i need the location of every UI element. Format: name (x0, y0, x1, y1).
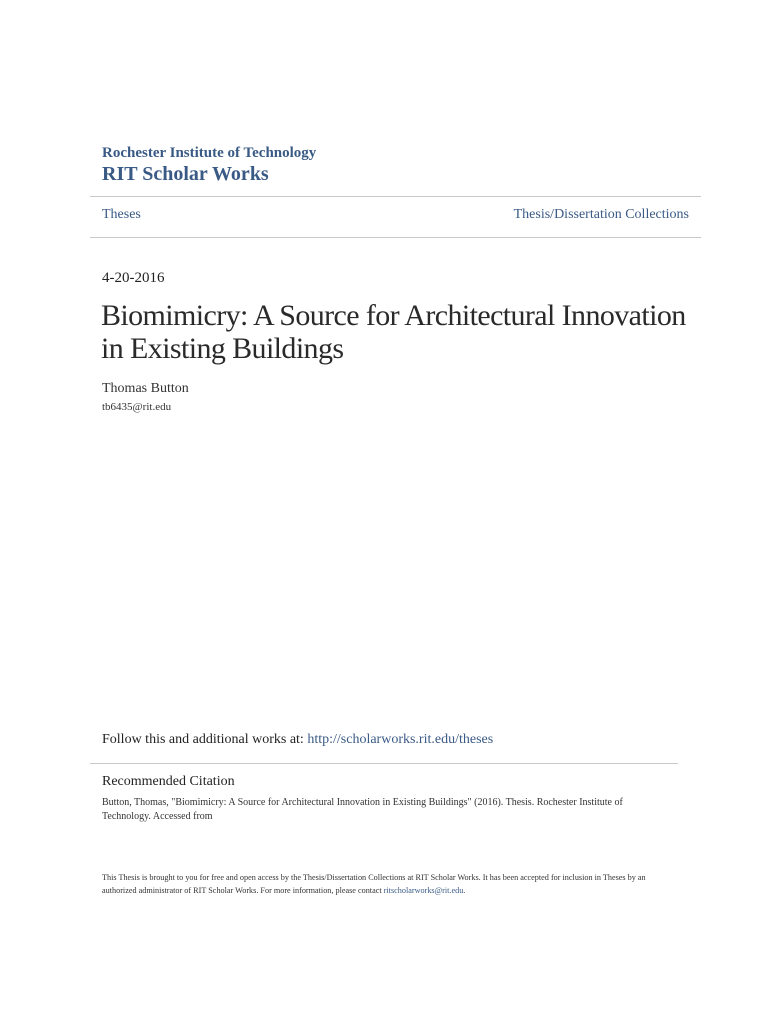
paper-title: Biomimicry: A Source for Architectural Innovation in Existing Buildings (101, 299, 686, 365)
notice-text: This Thesis is brought to you for free and open access by the Thesis/Dissertation Collections at RIT Scholar Works. It has been accepted for inclusion in Theses by an authorized administrator of RIT Scholar Works. For more information, please contact (102, 873, 646, 895)
follow-text: Follow this and additional works at: (102, 732, 308, 747)
publication-date: 4-20-2016 (102, 270, 165, 286)
collections-link[interactable]: Thesis/Dissertation Collections (513, 207, 689, 222)
contact-email-link[interactable]: ritscholarworks@rit.edu (383, 886, 464, 895)
notice-end: . (463, 886, 466, 895)
author-email: tb6435@rit.edu (102, 401, 172, 413)
theses-link[interactable]: Theses (102, 207, 141, 222)
divider-top (90, 196, 701, 197)
divider-citation (90, 763, 678, 764)
header (102, 144, 316, 186)
access-notice (102, 871, 682, 897)
author-name: Thomas Button (102, 381, 189, 396)
follow-line (102, 732, 493, 748)
divider-nav (90, 237, 701, 238)
citation-heading: Recommended Citation (102, 774, 235, 789)
citation-text: Button, Thomas, "Biomimicry: A Source for Architectural Innovation in Existing Buildings" (2016). Thesis. Rochester Institute of Technology. Accessed from (102, 797, 623, 822)
follow-link[interactable]: http://scholarworks.rit.edu/theses (307, 732, 494, 747)
institution-link[interactable]: Rochester Institute of Technology (102, 145, 317, 161)
repository-link[interactable]: RIT Scholar Works (102, 163, 269, 185)
